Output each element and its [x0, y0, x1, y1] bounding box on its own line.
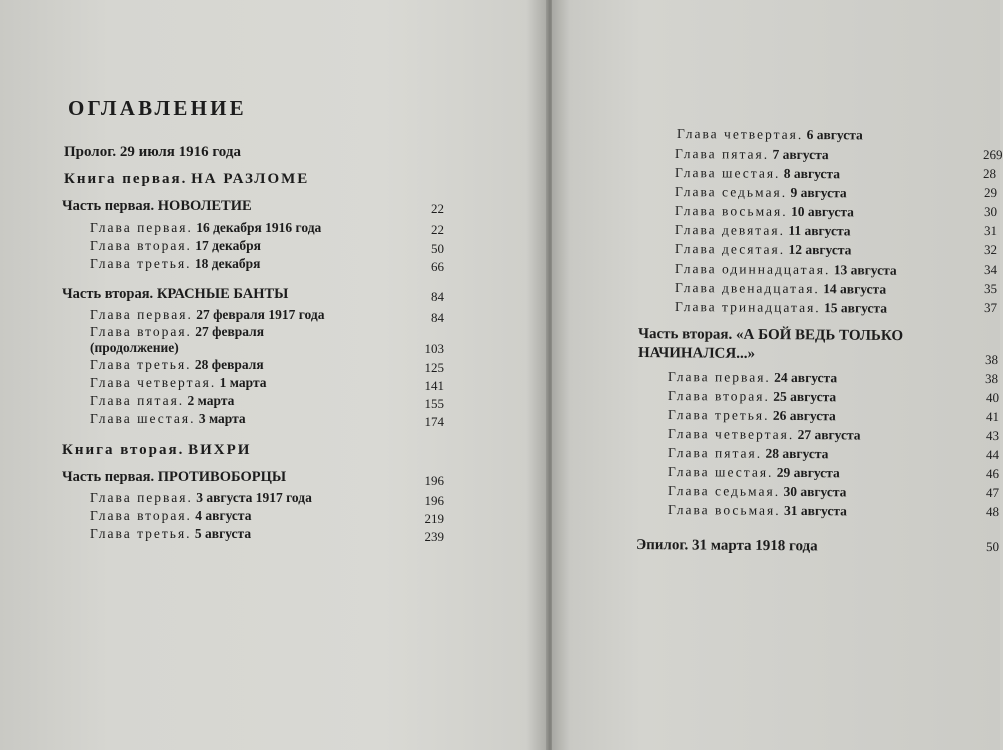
chapter-date: 16 декабря 1916 года	[196, 220, 322, 235]
toc-chapter-entry	[90, 257, 261, 271]
chapter-page: 34	[983, 262, 998, 278]
chapter-date: 25 августа	[773, 388, 837, 405]
book1-part1-title: НОВОЛЕТИЕ	[157, 198, 252, 214]
chapter-date: 15 августа	[824, 300, 888, 316]
toc-chapter-entry	[668, 389, 836, 404]
chapter-name: Глава первая.	[90, 490, 193, 505]
toc-chapter-entry	[675, 242, 852, 257]
chapter-date: 27 августа	[797, 427, 861, 443]
chapter-page: 47	[985, 485, 1000, 501]
chapter-page: 155	[424, 396, 444, 411]
chapter-date: 28 августа	[765, 445, 829, 462]
book2-part2-heading	[638, 327, 903, 344]
chapter-name: Глава первая.	[667, 369, 771, 385]
toc-chapter-entry	[677, 127, 863, 142]
chapter-date: 13 августа	[833, 262, 897, 278]
chapter-page: 35	[983, 281, 998, 297]
chapter-name: Глава шестая.	[674, 165, 781, 181]
chapter-date: 1 марта	[219, 375, 267, 390]
book2-part2-title-line1: «А БОЙ ВЕДЬ ТОЛЬКО	[736, 326, 904, 345]
toc-chapter-entry	[90, 394, 234, 408]
chapter-date: 24 августа	[774, 369, 838, 386]
toc-chapter-entry	[675, 166, 840, 181]
chapter-name: Глава двенадцатая.	[674, 280, 820, 297]
chapter-page: 269	[982, 147, 1003, 163]
chapter-page: 48	[985, 504, 1000, 520]
toc-chapter-entry	[668, 484, 847, 499]
chapter-page: 32	[983, 242, 998, 258]
book2-heading	[62, 443, 251, 458]
toc-chapter-entry	[668, 427, 861, 442]
chapter-date: 11 августа	[788, 222, 851, 239]
right-page	[552, 0, 1003, 750]
chapter-name: Глава третья.	[90, 256, 192, 271]
chapter-date: 7 августа	[772, 146, 829, 163]
chapter-date: 29 августа	[776, 464, 840, 481]
chapter-name: Глава десятая.	[674, 241, 786, 257]
chapter-date: 18 декабря	[194, 256, 261, 271]
chapter-name: Глава четвертая.	[676, 126, 804, 142]
chapter-page: 50	[431, 241, 444, 256]
toc-chapter-entry	[90, 221, 321, 235]
chapter-name: Глава пятая.	[674, 146, 770, 162]
chapter-name: Глава вторая.	[90, 238, 192, 253]
toc-chapter-entry	[90, 358, 264, 372]
chapter-page: 37	[983, 300, 998, 316]
toc-chapter-entry	[675, 281, 886, 296]
toc-chapter-entry	[90, 509, 251, 523]
book1-label: Книга первая.	[64, 171, 188, 187]
chapter-date: 3 августа 1917 года	[196, 490, 312, 505]
chapter-page: 174	[424, 414, 444, 429]
chapter-name: Глава вторая.	[90, 508, 192, 523]
book2-label: Книга вторая.	[62, 442, 185, 458]
book1-part2-page: 84	[431, 289, 444, 304]
book1-heading	[64, 172, 309, 187]
chapter-date: 28 февраля	[194, 357, 264, 372]
toc-chapter-entry	[668, 446, 829, 461]
book1-part2-heading	[62, 287, 288, 302]
toc-chapter-entry	[668, 370, 837, 385]
book1-part1-label: Часть первая.	[62, 198, 155, 214]
chapter-name: Глава четвертая.	[90, 375, 217, 390]
chapter-page: 29	[983, 185, 998, 201]
toc-chapter-entry	[675, 147, 829, 162]
chapter-page: 46	[985, 466, 1000, 482]
book1-part1-page: 22	[431, 201, 444, 216]
book2-part1-heading	[62, 470, 286, 485]
book2-part2-page: 38	[984, 352, 999, 368]
book2-part2-label: Часть вторая.	[637, 326, 733, 343]
book2-title: ВИХРИ	[188, 442, 252, 458]
toc-chapter-entry	[90, 491, 312, 505]
chapter-page: 31	[983, 223, 998, 239]
chapter-name: Глава пятая.	[667, 445, 763, 461]
toc-chapter-entry	[90, 412, 246, 426]
toc-chapter-entry	[675, 204, 854, 219]
chapter-date: 2 марта	[187, 393, 235, 408]
chapter-name: Глава тринадцатая.	[674, 299, 821, 316]
chapter-page: 219	[424, 511, 444, 526]
book1-part2-title: КРАСНЫЕ БАНТЫ	[156, 286, 289, 302]
chapter-date: 30 августа	[783, 483, 847, 500]
toc-chapter-entry	[668, 465, 840, 480]
book2-part1-page: 196	[424, 473, 444, 488]
chapter-page: 66	[431, 259, 444, 274]
book2-part1-title: ПРОТИВОБОРЦЫ	[157, 469, 287, 485]
chapter-page: 84	[431, 310, 444, 325]
chapter-name: Глава восьмая.	[667, 502, 781, 518]
chapter-page: 30	[983, 204, 998, 220]
chapter-name: Глава вторая.	[667, 388, 770, 404]
chapter-page: 141	[424, 378, 444, 393]
chapter-date: 14 августа	[823, 281, 887, 297]
chapter-name: Глава первая.	[90, 307, 193, 322]
epilogue-entry: Эпилог. 31 марта 1918 года	[635, 537, 818, 555]
chapter-date: 3 марта	[198, 411, 246, 426]
chapter-page: 40	[985, 390, 1000, 406]
book2-part1-label: Часть первая.	[62, 469, 155, 485]
toc-chapter-entry	[90, 527, 251, 541]
chapter-page: 125	[424, 360, 444, 375]
chapter-name: Глава восьмая.	[674, 203, 788, 219]
chapter-date: 12 августа	[788, 241, 852, 258]
toc-chapter-entry	[675, 262, 897, 277]
chapter-name: Глава третья.	[90, 526, 192, 541]
chapter-page: 103	[424, 341, 444, 356]
toc-chapter-entry	[675, 300, 887, 315]
toc-chapter-entry	[668, 408, 836, 423]
book2-part2-title-line2: НАЧИНАЛСЯ...»	[637, 345, 756, 362]
chapter-page: 41	[985, 409, 1000, 425]
chapter-name: Глава четвертая.	[667, 426, 795, 442]
chapter-date: 4 августа	[195, 508, 252, 523]
book1-part2-label: Часть вторая.	[62, 286, 154, 302]
toc-chapter-entry	[90, 325, 264, 339]
chapter-name: Глава третья.	[90, 357, 192, 372]
prologue-entry: Пролог. 29 июля 1916 года	[64, 144, 241, 160]
toc-chapter-entry	[90, 239, 261, 253]
chapter-date: 8 августа	[783, 165, 841, 182]
chapter-name: Глава третья.	[667, 407, 770, 423]
chapter-date: 27 февраля 1917 года	[196, 307, 325, 322]
chapter-page: 196	[424, 493, 444, 508]
chapter-date-continuation: (продолжение)	[90, 340, 179, 355]
chapter-name: Глава вторая.	[90, 324, 192, 339]
chapter-date: 17 декабря	[195, 238, 261, 253]
book1-part1-heading	[62, 199, 252, 214]
chapter-page: 22	[431, 222, 444, 237]
chapter-page: 239	[424, 529, 444, 544]
chapter-name: Глава шестая.	[90, 411, 196, 426]
toc-chapter-entry	[675, 185, 847, 200]
toc-title: ОГЛАВЛЕНИЕ	[68, 96, 247, 120]
chapter-date: 27 февраля	[195, 324, 265, 339]
chapter-name: Глава шестая.	[667, 464, 774, 480]
chapter-date: 10 августа	[790, 203, 854, 220]
chapter-name: Глава девятая.	[674, 222, 786, 238]
toc-chapter-entry	[668, 503, 847, 518]
chapter-page: 28	[982, 166, 997, 182]
chapter-date: 5 августа	[194, 526, 252, 541]
chapter-page: 43	[985, 428, 1000, 444]
chapter-page: 44	[985, 447, 1000, 463]
chapter-name: Глава одиннадцатая.	[674, 261, 831, 278]
chapter-date: 6 августа	[806, 127, 863, 143]
chapter-name: Глава первая.	[90, 220, 193, 235]
chapter-date: 9 августа	[790, 184, 847, 201]
toc-chapter-entry	[90, 308, 324, 322]
toc-chapter-entry	[90, 376, 267, 390]
chapter-name: Глава пятая.	[90, 393, 185, 408]
chapter-date: 31 августа	[783, 502, 847, 519]
toc-chapter-entry	[675, 223, 851, 238]
epilogue-page: 50	[985, 539, 1000, 555]
chapter-name: Глава седьмая.	[667, 483, 781, 499]
chapter-page: 38	[984, 371, 999, 387]
chapter-name: Глава седьмая.	[674, 184, 788, 200]
chapter-date: 26 августа	[772, 407, 836, 424]
book1-title: НА РАЗЛОМЕ	[191, 171, 310, 187]
